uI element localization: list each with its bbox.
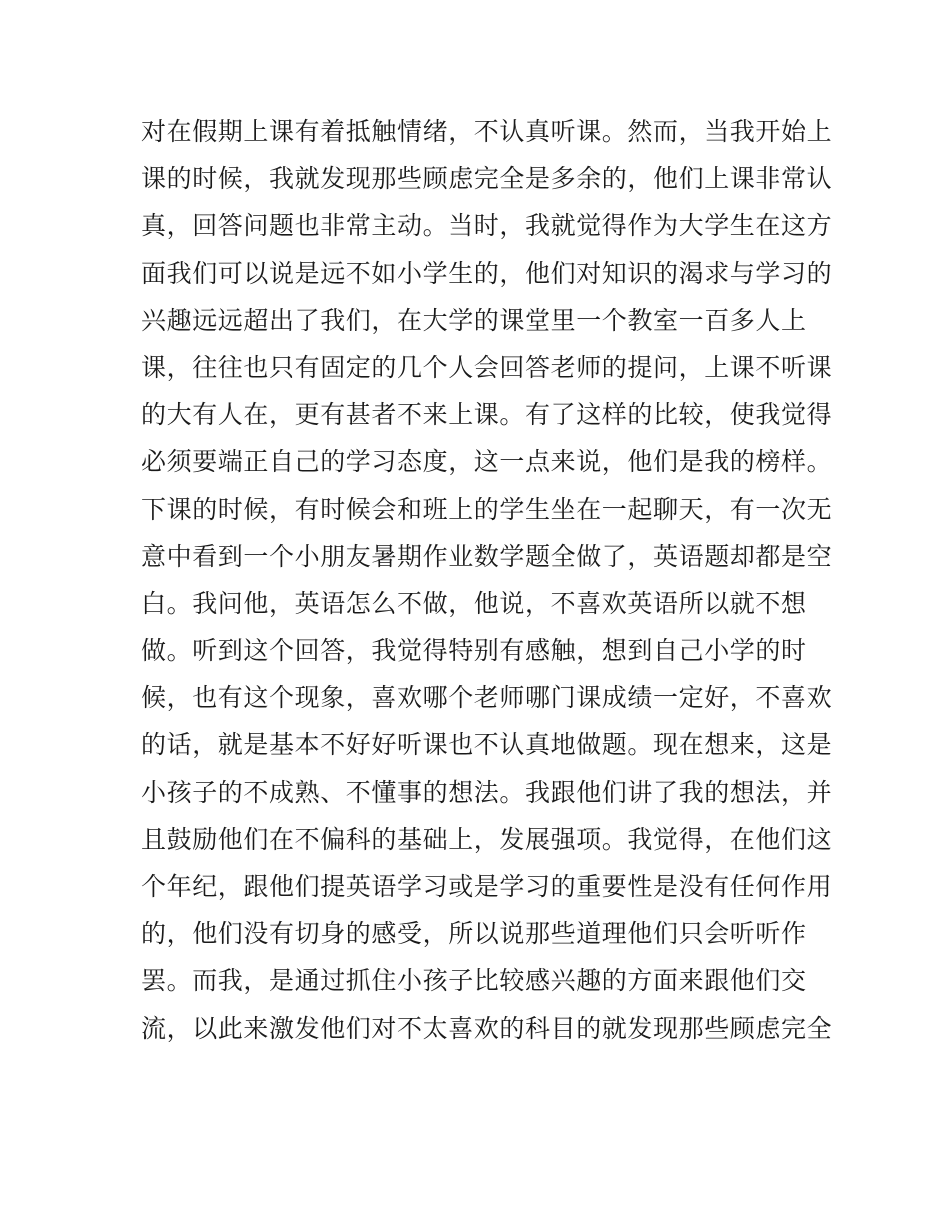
text-line-17: 个年纪，跟他们提英语学习或是学习的重要性是没有任何作用 [141, 872, 833, 901]
text-line-4: 面我们可以说是远不如小学生的，他们对知识的渴求与学习的 [141, 258, 833, 288]
text-line-2: 课的时候，我就发现那些顾虑完全是多余的，他们上课非常认 [141, 164, 833, 194]
text-line-5: 兴趣远远超出了我们，在大学的课堂里一个教室一百多人上 [141, 305, 807, 335]
text-line-20: 流，以此来激发他们对不太喜欢的科目的就发现那些顾虑完全 [141, 1013, 833, 1043]
text-line-14: 的话，就是基本不好好听课也不认真地做题。现在想来，这是 [141, 730, 833, 760]
text-line-15: 小孩子的不成熟、不懂事的想法。我跟他们讲了我的想法，并 [141, 777, 833, 807]
text-line-10: 意中看到一个小朋友暑期作业数学题全做了，英语题却都是空 [141, 541, 833, 571]
text-line-18: 的，他们没有切身的感受，所以说那些道理他们只会听听作 [141, 919, 807, 949]
text-line-16: 且鼓励他们在不偏科的基础上，发展强项。我觉得，在他们这 [141, 824, 833, 854]
text-line-8: 必须要端正自己的学习态度，这一点来说，他们是我的榜样。 [141, 447, 833, 477]
text-line-9: 下课的时候，有时候会和班上的学生坐在一起聊天，有一次无 [141, 494, 833, 524]
text-line-13: 候，也有这个现象，喜欢哪个老师哪门课成绩一定好，不喜欢 [141, 683, 833, 713]
text-line-7: 的大有人在，更有甚者不来上课。有了这样的比较，使我觉得 [141, 400, 833, 430]
text-line-11: 白。我问他，英语怎么不做，他说，不喜欢英语所以就不想 [141, 588, 807, 618]
text-line-12: 做。听到这个回答，我觉得特别有感触，想到自己小学的时 [141, 636, 807, 666]
text-line-1: 对在假期上课有着抵触情绪，不认真听课。然而，当我开始上 [141, 117, 833, 146]
body-text [141, 108, 833, 1052]
text-line-19: 罢。而我，是通过抓住小孩子比较感兴趣的方面来跟他们交 [141, 966, 807, 996]
text-line-3: 真，回答问题也非常主动。当时，我就觉得作为大学生在这方 [141, 211, 833, 241]
text-line-6: 课，往往也只有固定的几个人会回答老师的提问，上课不听课 [141, 352, 833, 382]
